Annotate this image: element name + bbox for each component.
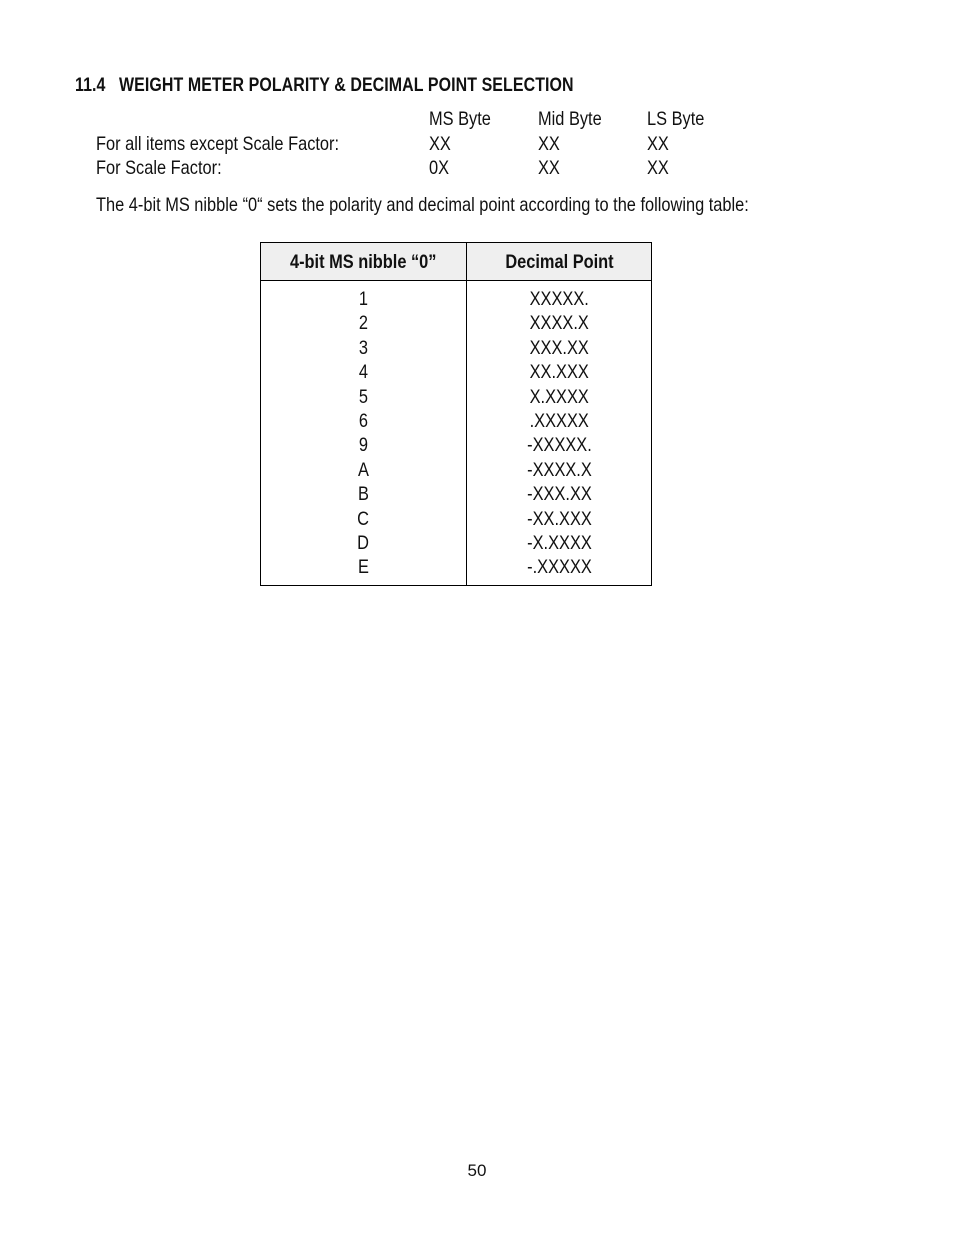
table-cell-decimal-point: -.XXXXX bbox=[526, 556, 592, 579]
column-header-ms-byte: MS Byte bbox=[429, 108, 491, 130]
page-number: 50 bbox=[467, 1161, 487, 1180]
row-all-items-mid-byte: XX bbox=[538, 133, 560, 155]
header-nibble: 4-bit MS nibble “0” bbox=[290, 251, 437, 273]
table-cell-nibble: E bbox=[358, 556, 369, 579]
table-cell-nibble: 4 bbox=[358, 361, 369, 384]
decimal-point-table bbox=[260, 242, 652, 586]
table-cell-decimal-point: XXXX.X bbox=[529, 312, 589, 335]
table-cell-decimal-point: X.XXXX bbox=[529, 385, 589, 408]
table-cell-decimal-point: -XX.XXX bbox=[526, 507, 592, 530]
row-all-items-ls-byte: XX bbox=[647, 133, 669, 155]
table-cell-nibble: 6 bbox=[358, 409, 369, 432]
table-cell-decimal-point: .XXXXX bbox=[529, 409, 589, 432]
section-heading bbox=[75, 75, 574, 97]
table-cell-decimal-point: -X.XXXX bbox=[526, 531, 592, 554]
section-number: 11.4 bbox=[75, 75, 106, 96]
table-cell-decimal-point: -XXXXX. bbox=[526, 434, 592, 457]
table-cell-decimal-point: XX.XXX bbox=[529, 361, 589, 384]
table-cell-nibble: 3 bbox=[358, 336, 369, 359]
table-cell-decimal-point: -XXX.XX bbox=[526, 483, 592, 506]
row-label-scale-factor: For Scale Factor: bbox=[96, 157, 222, 179]
table-cell-nibble: 2 bbox=[358, 312, 369, 335]
table-cell-nibble: C bbox=[357, 507, 370, 530]
table-cell-nibble: 5 bbox=[358, 385, 369, 408]
row-label-all-items: For all items except Scale Factor: bbox=[96, 133, 340, 155]
table-cell-nibble: A bbox=[358, 458, 369, 481]
table-cell-decimal-point: XXX.XX bbox=[529, 336, 589, 359]
table-cell-nibble: 9 bbox=[358, 434, 369, 457]
table-cell-decimal-point: -XXXX.X bbox=[526, 458, 592, 481]
row-all-items-ms-byte: XX bbox=[429, 133, 451, 155]
header-decimal-point: Decimal Point bbox=[504, 251, 614, 273]
decimal-point-column bbox=[467, 287, 651, 580]
table-cell-nibble: B bbox=[358, 483, 369, 506]
column-header-ls-byte: LS Byte bbox=[647, 108, 705, 130]
row-scale-factor-ls-byte: XX bbox=[647, 157, 669, 179]
row-scale-factor-mid-byte: XX bbox=[538, 157, 560, 179]
row-scale-factor-ms-byte: 0X bbox=[429, 157, 450, 179]
column-header-mid-byte: Mid Byte bbox=[538, 108, 602, 130]
table-cell-decimal-point: XXXXX. bbox=[529, 288, 589, 310]
table-cell-nibble: D bbox=[357, 531, 370, 554]
section-title: WEIGHT METER POLARITY & DECIMAL POINT SELECTION bbox=[118, 75, 574, 96]
byte-layout-table bbox=[96, 108, 796, 188]
table-cell-nibble: 1 bbox=[358, 288, 369, 310]
nibble-column bbox=[261, 287, 466, 580]
intro-paragraph: The 4-bit MS nibble “0“ sets the polarity and decimal point according to the following table: bbox=[96, 194, 749, 216]
